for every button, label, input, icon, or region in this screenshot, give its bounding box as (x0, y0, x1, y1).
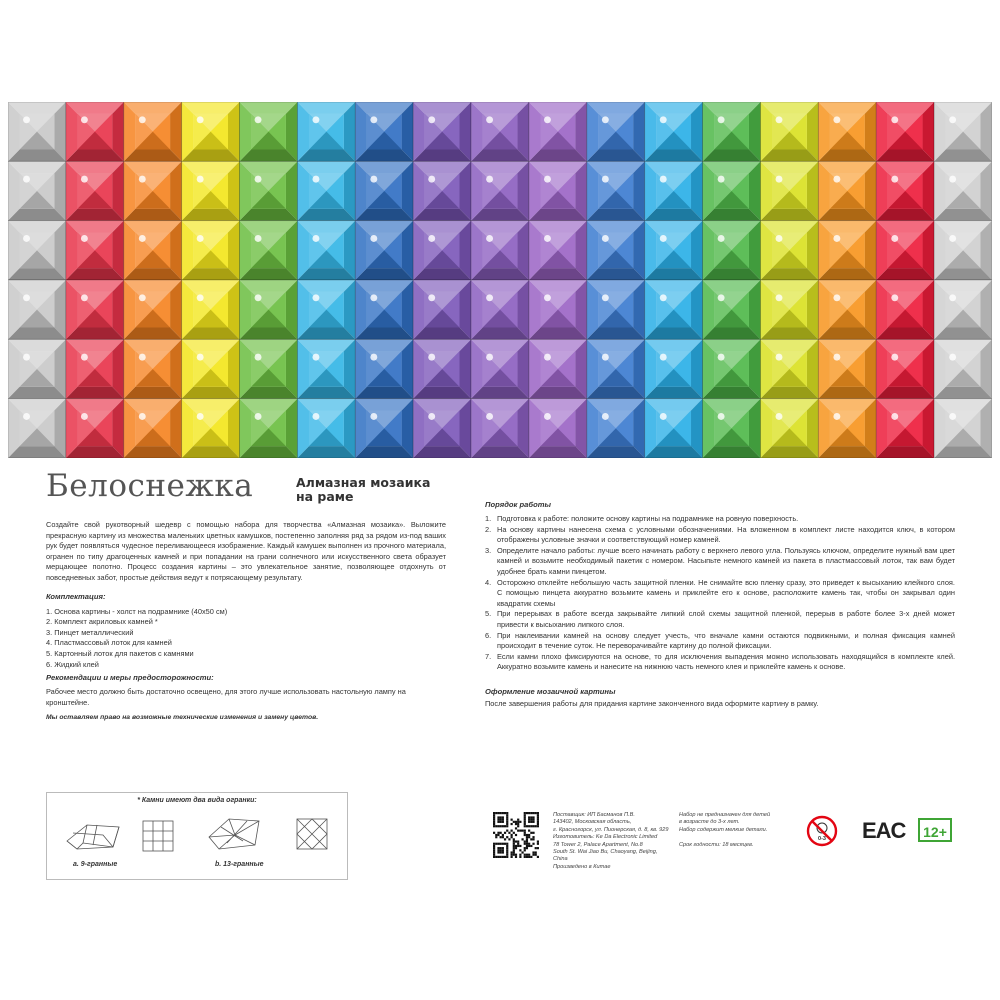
supplier-line: Произведено в Китае (553, 863, 611, 870)
left-column (46, 520, 446, 721)
diamond-tile (8, 280, 66, 339)
eac-mark: EAC (862, 818, 906, 843)
diamond-tile (471, 161, 529, 220)
diamond-tile (876, 161, 934, 220)
diamond-tile (529, 399, 587, 458)
diamond-tile (413, 339, 471, 398)
diamond-tile (8, 399, 66, 458)
diamond-tile (703, 102, 761, 161)
framing-title: Оформление мозаичной картины (485, 686, 616, 696)
kit-item: 3. Пинцет металлический (46, 627, 134, 637)
diamond-tile (529, 161, 587, 220)
diamond-tile (182, 102, 240, 161)
age-icon-label: 0-3 (818, 836, 826, 842)
diamond-tile (876, 339, 934, 398)
diamond-tile (124, 161, 182, 220)
diamond-tile (529, 280, 587, 339)
diamond-tile (934, 399, 992, 458)
diamond-tile (934, 280, 992, 339)
supplier-line: Поставщик: ИП Басманов П.В. (553, 812, 635, 818)
procedure-step: 1. Подготовка к работе: положите основу картины на подрамнике на ровную поверхность. (485, 514, 799, 523)
diamond-tile (760, 280, 818, 339)
nine-facet-stone-icon (63, 813, 203, 857)
diamond-tile (66, 280, 124, 339)
diamond-tile (818, 221, 876, 280)
diamond-mosaic-banner (8, 102, 992, 458)
intro-text: Создайте свой рукотворный шедевр с помощью набора для творчества «Алмазная мозаика». Выложите прекрасную картину из множества маленьких цветных камушков, постепенно заполняя ряд за рядом из-под ваших рук будет появляться чудесное переливающееся изображение. Каждый камушек выполнен из прочного материала, огранен по типу драгоценных камней и при попадании на грани солнечного или искусственного света образует мерцающее полотно. Процесс создания картины – это увлекательное занятие, позволяющее отдохнуть от повседневных забот, простые действия ведут к потрясающему результату. (46, 520, 446, 582)
diamond-tile (818, 399, 876, 458)
procedure-step: 6. При наклеивании камней на основу следует учесть, что вначале камни остаются подвижными, и полная фиксация камней происходит в течение суток. Не переворачивайте картину до полной фиксации. (485, 630, 955, 651)
age-warning (679, 812, 789, 849)
age-warning-line: Набор не предназначен для детей (679, 812, 771, 818)
diamond-tile (645, 221, 703, 280)
safety-text: Рабочее место должно быть достаточно освещено, для этого лучше использовать настольную лампу на кронштейне. (46, 687, 406, 707)
diamond-tile (876, 221, 934, 280)
age-warning-line (679, 834, 789, 841)
diamond-tile (587, 102, 645, 161)
diamond-tile (818, 161, 876, 220)
diamond-tile (818, 280, 876, 339)
supplier-line: Изготовитель: Ke Da Electronic Limited (553, 834, 658, 841)
rights-note: Мы оставляем право на возможные технические изменения и замену цветов. (46, 714, 319, 722)
kit-item: 1. Основа картины - холст на подрамнике (40х50 см) (46, 606, 228, 616)
diamond-tile (297, 280, 355, 339)
diamond-tile (66, 221, 124, 280)
diamond-tile (124, 102, 182, 161)
diamond-tile (8, 339, 66, 398)
diamond-tile (355, 221, 413, 280)
diamond-tile (413, 399, 471, 458)
diamond-tile (240, 161, 298, 220)
kit-item: 6. Жидкий клей (46, 659, 99, 669)
supplier-line: South St. Wai Jiao Bu, Chaoyang, Beijing, China (553, 849, 658, 863)
stone-cuts-box (46, 792, 348, 880)
diamond-tile (240, 280, 298, 339)
diamond-tile (703, 221, 761, 280)
brand-logo (46, 466, 466, 514)
diamond-tile (587, 161, 645, 220)
diamond-tile (587, 339, 645, 398)
diamond-tile (182, 161, 240, 220)
product-subtitle-line1: Алмазная мозаика (296, 475, 431, 490)
diamond-tile (818, 339, 876, 398)
diamond-tile (66, 399, 124, 458)
supplier-line: г. Красногорск, ул. Пионерская, д. 8, кв. 929 (553, 826, 669, 833)
safety-title: Рекомендации и меры предосторожности: (46, 673, 214, 683)
stone-cuts-title: * Камни имеют два вида огранки: (137, 797, 257, 804)
diamond-tile (471, 221, 529, 280)
diamond-tile (182, 280, 240, 339)
diamond-tile (529, 339, 587, 398)
kit-item: 5. Картонный лоток для пакетов с камнями (46, 648, 194, 658)
diamond-tile (66, 339, 124, 398)
diamond-tile (876, 399, 934, 458)
kit-item: 2. Комплект акриловых камней * (46, 617, 158, 627)
diamond-tile (66, 102, 124, 161)
diamond-tile (471, 339, 529, 398)
diamond-tile (182, 221, 240, 280)
procedure-step: 7. Если камни плохо фиксируются на основе, то для исключения выпадения можно использовать находящийся в комплекте клей. Аккуратно возьмите камень и нанесите на нижнюю часть немного клея и приклейте камень к основе. (485, 651, 955, 672)
procedure-step: 4. Осторожно отклейте небольшую часть защитной пленки. Не снимайте всю пленку сразу, это приведет к высыханию клейкого слоя. С помощью пинцета аккуратно возьмите камень и приклейте его к основе, расположите камень так, чтобы он закрывал один квадратик схемы (485, 577, 955, 608)
diamond-tile (413, 102, 471, 161)
diamond-tile (124, 221, 182, 280)
diamond-tile (934, 221, 992, 280)
diamond-tile (471, 280, 529, 339)
diamond-tile (529, 221, 587, 280)
diamond-tile (703, 161, 761, 220)
diamond-tile (8, 221, 66, 280)
product-subtitle (296, 476, 430, 504)
diamond-tile (703, 280, 761, 339)
diamond-tile (703, 339, 761, 398)
diamond-tile (124, 280, 182, 339)
diamond-tile (703, 399, 761, 458)
diamond-tile (124, 339, 182, 398)
procedure-steps (485, 514, 955, 673)
supplier-line: 78 Tower 2, Palace Apartment, No.8 (553, 841, 643, 848)
diamond-tile (355, 399, 413, 458)
diamond-tile (182, 399, 240, 458)
thirteen-facet-caption: b. 13-гранные (215, 861, 264, 868)
diamond-tile (818, 102, 876, 161)
age-warning-line: Набор содержит мелкие детали. (679, 826, 768, 833)
age-warning-line: в возрасте до 3-х лет. (679, 819, 740, 826)
kit-title: Комплектация: (46, 591, 106, 601)
diamond-tile (240, 339, 298, 398)
diamond-tile (297, 161, 355, 220)
diamond-tile (8, 102, 66, 161)
diamond-tile (760, 221, 818, 280)
qr-code-icon (493, 812, 539, 858)
diamond-tile (645, 399, 703, 458)
diamond-tile (934, 339, 992, 398)
diamond-tile (645, 161, 703, 220)
diamond-tile (471, 102, 529, 161)
diamond-tile (587, 221, 645, 280)
diamond-tile (645, 339, 703, 398)
procedure-step: 2. На основу картины нанесена схема с условными обозначениями. На вложенном в комплект листе находится ключ, в котором отображены условные значки и соответствующий номер камней. (485, 524, 955, 545)
diamond-tile (124, 399, 182, 458)
right-column (485, 500, 955, 710)
diamond-tile (934, 102, 992, 161)
procedure-step: 5. При перерывах в работе всегда закрывайте липкий слой схемы защитной пленкой, перерыв в работе более 3-х дней может привести к высыханию липкого слоя. (485, 609, 955, 629)
nine-facet-caption: a. 9-гранные (73, 861, 118, 868)
diamond-tile (182, 339, 240, 398)
diamond-tile (297, 339, 355, 398)
diamond-tile (297, 221, 355, 280)
supplier-info (553, 812, 673, 871)
diamond-tile (876, 280, 934, 339)
diamond-tile (760, 102, 818, 161)
diamond-tile (471, 399, 529, 458)
diamond-tile (934, 161, 992, 220)
supplier-line: 143402, Московская область, (553, 819, 632, 826)
diamond-tile (297, 399, 355, 458)
diamond-tile (645, 280, 703, 339)
diamond-tile (587, 280, 645, 339)
diamond-tile (355, 280, 413, 339)
age-rating-badge: 12+ (918, 818, 952, 842)
diamond-tile (876, 102, 934, 161)
diamond-tile (240, 102, 298, 161)
diamond-tile (297, 102, 355, 161)
diamond-tile (240, 399, 298, 458)
kit-list (46, 607, 446, 671)
diamond-tile (240, 221, 298, 280)
diamond-tile (66, 161, 124, 220)
diamond-tile (760, 161, 818, 220)
diamond-tile (587, 399, 645, 458)
thirteen-facet-stone-icon (207, 811, 347, 857)
product-subtitle-line2: на раме (296, 489, 354, 504)
diamond-tile (413, 161, 471, 220)
diamond-tile (8, 161, 66, 220)
not-for-children-icon (806, 815, 838, 847)
framing-text: После завершения работы для придания картине законченного вида оформите картину в рамку. (485, 698, 819, 708)
diamond-tile (760, 339, 818, 398)
diamond-tile (355, 339, 413, 398)
procedure-step: 3. Определите начало работы: лучше всего начинать работу с верхнего левого угла. Пользуясь ключом, определите нужный вам цвет камней и возьмите необходимый пакетик с номером. Насыпьте немного камней из пакета в пластмассовый лоток, так вам будет удобнее брать камни пинцетом. (485, 545, 955, 576)
brand-name: Белоснежка (46, 468, 254, 504)
procedure-title: Порядок работы (485, 500, 551, 509)
diamond-tile (529, 102, 587, 161)
diamond-tile (413, 221, 471, 280)
diamond-tile (355, 102, 413, 161)
diamond-tile (760, 399, 818, 458)
diamond-tile (355, 161, 413, 220)
diamond-tile (413, 280, 471, 339)
kit-item: 4. Пластмассовый лоток для камней (46, 638, 172, 648)
diamond-tile (645, 102, 703, 161)
age-warning-line: Срок годности: 18 месяцев. (679, 841, 754, 848)
